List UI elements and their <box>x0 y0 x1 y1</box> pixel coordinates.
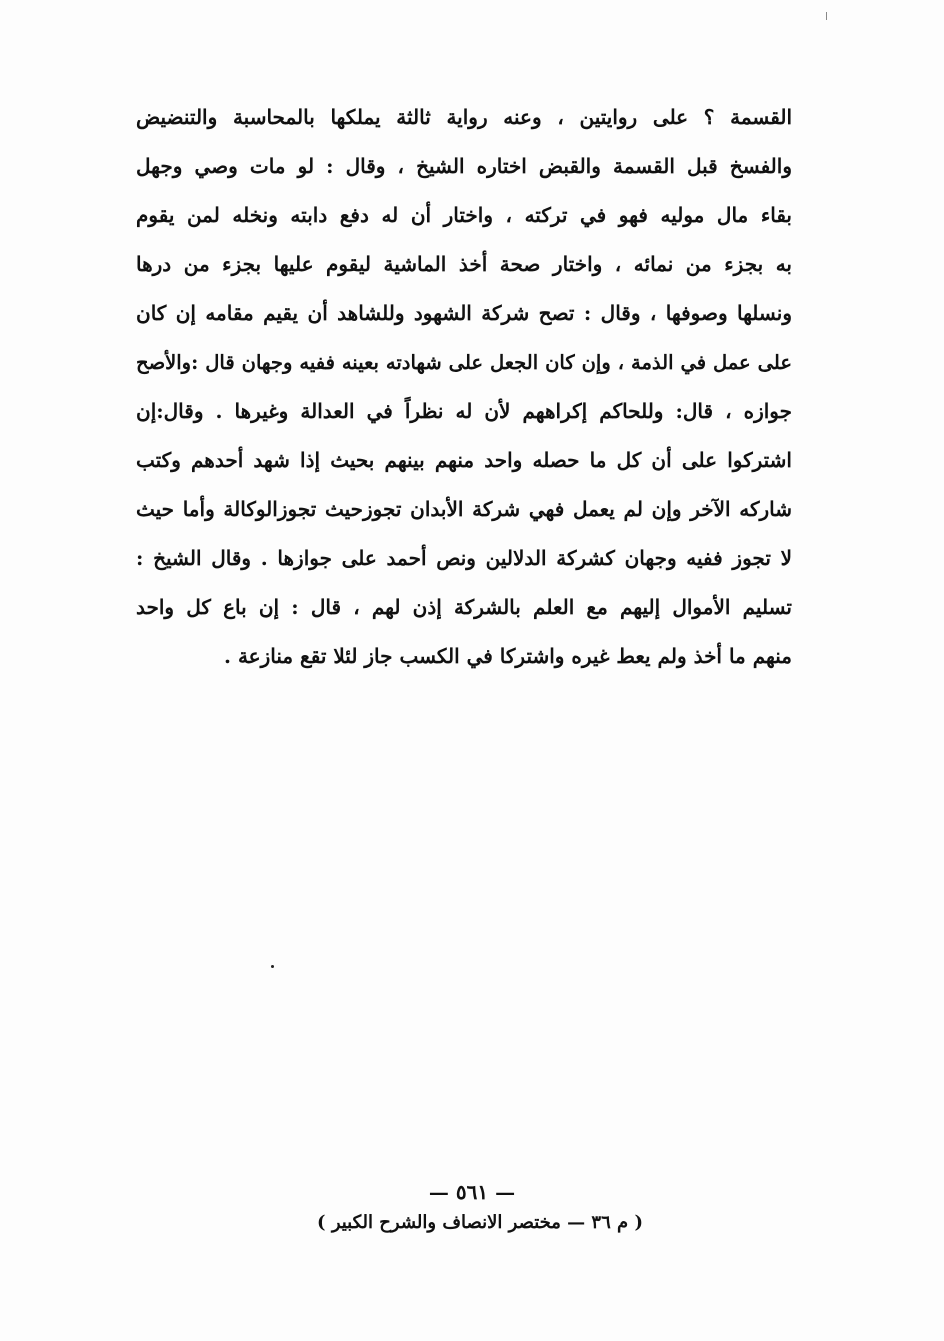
text-line: منهم ما أخذ ولم يعط غيره واشتركا في الكسب جاز لئلا تقع منازعة . <box>224 644 792 668</box>
text-line: ونسلها وصوفها ، وقال : تصح شركة الشهود وللشاهد أن يقيم مقامه إن كان <box>136 301 792 325</box>
footer-book-title: ( م ٣٦ — مختصر الانصاف والشرح الكبير ) <box>317 1212 643 1233</box>
scan-mark <box>826 12 827 20</box>
text-line: لا تجوز ففيه وجهان كشركة الدلالين ونص أحمد على جوازها . وقال الشيخ : <box>136 546 792 570</box>
page-number: — ٥٦١ — <box>428 1180 516 1204</box>
text-line: والفسخ قبل القسمة والقبض اختاره الشيخ ، وقال : لو مات وصي وجهل <box>136 154 792 178</box>
text-line: بقاء مال موليه فهو في تركته ، واختار أن له دفع دابته ونخله لمن يقوم <box>136 203 792 227</box>
text-line: تسليم الأموال إليهم مع العلم بالشركة إذن لهم ، قال : إن باع كل واحد <box>136 595 792 619</box>
body-text <box>136 93 792 681</box>
text-line: شاركه الآخر وإن لم يعمل فهي شركة الأبدان تجوزحيث تجوزالوكالة وأما حيث <box>136 497 792 521</box>
text-line: على عمل في الذمة ، وإن كان الجعل على شهادته بعينه ففيه وجهان قال :والأصح <box>136 351 792 374</box>
text-line: به بجزء من نمائه ، واختار صحة أخذ الماشية ليقوم عليها بجزء من درها <box>136 252 792 276</box>
text-line: اشتركوا على أن كل ما حصله واحد منهم بينهم بحيث إذا شهد أحدهم وكتب <box>136 448 792 472</box>
ink-speck <box>271 965 274 968</box>
text-line: القسمة ؟ على روايتين ، وعنه رواية ثالثة يملكها بالمحاسبة والتنضيض <box>136 105 792 129</box>
text-line: جوازه ، قال: وللحاكم إكراههم لأن له نظراً في العدالة وغيرها . وقال:إن <box>136 399 792 423</box>
